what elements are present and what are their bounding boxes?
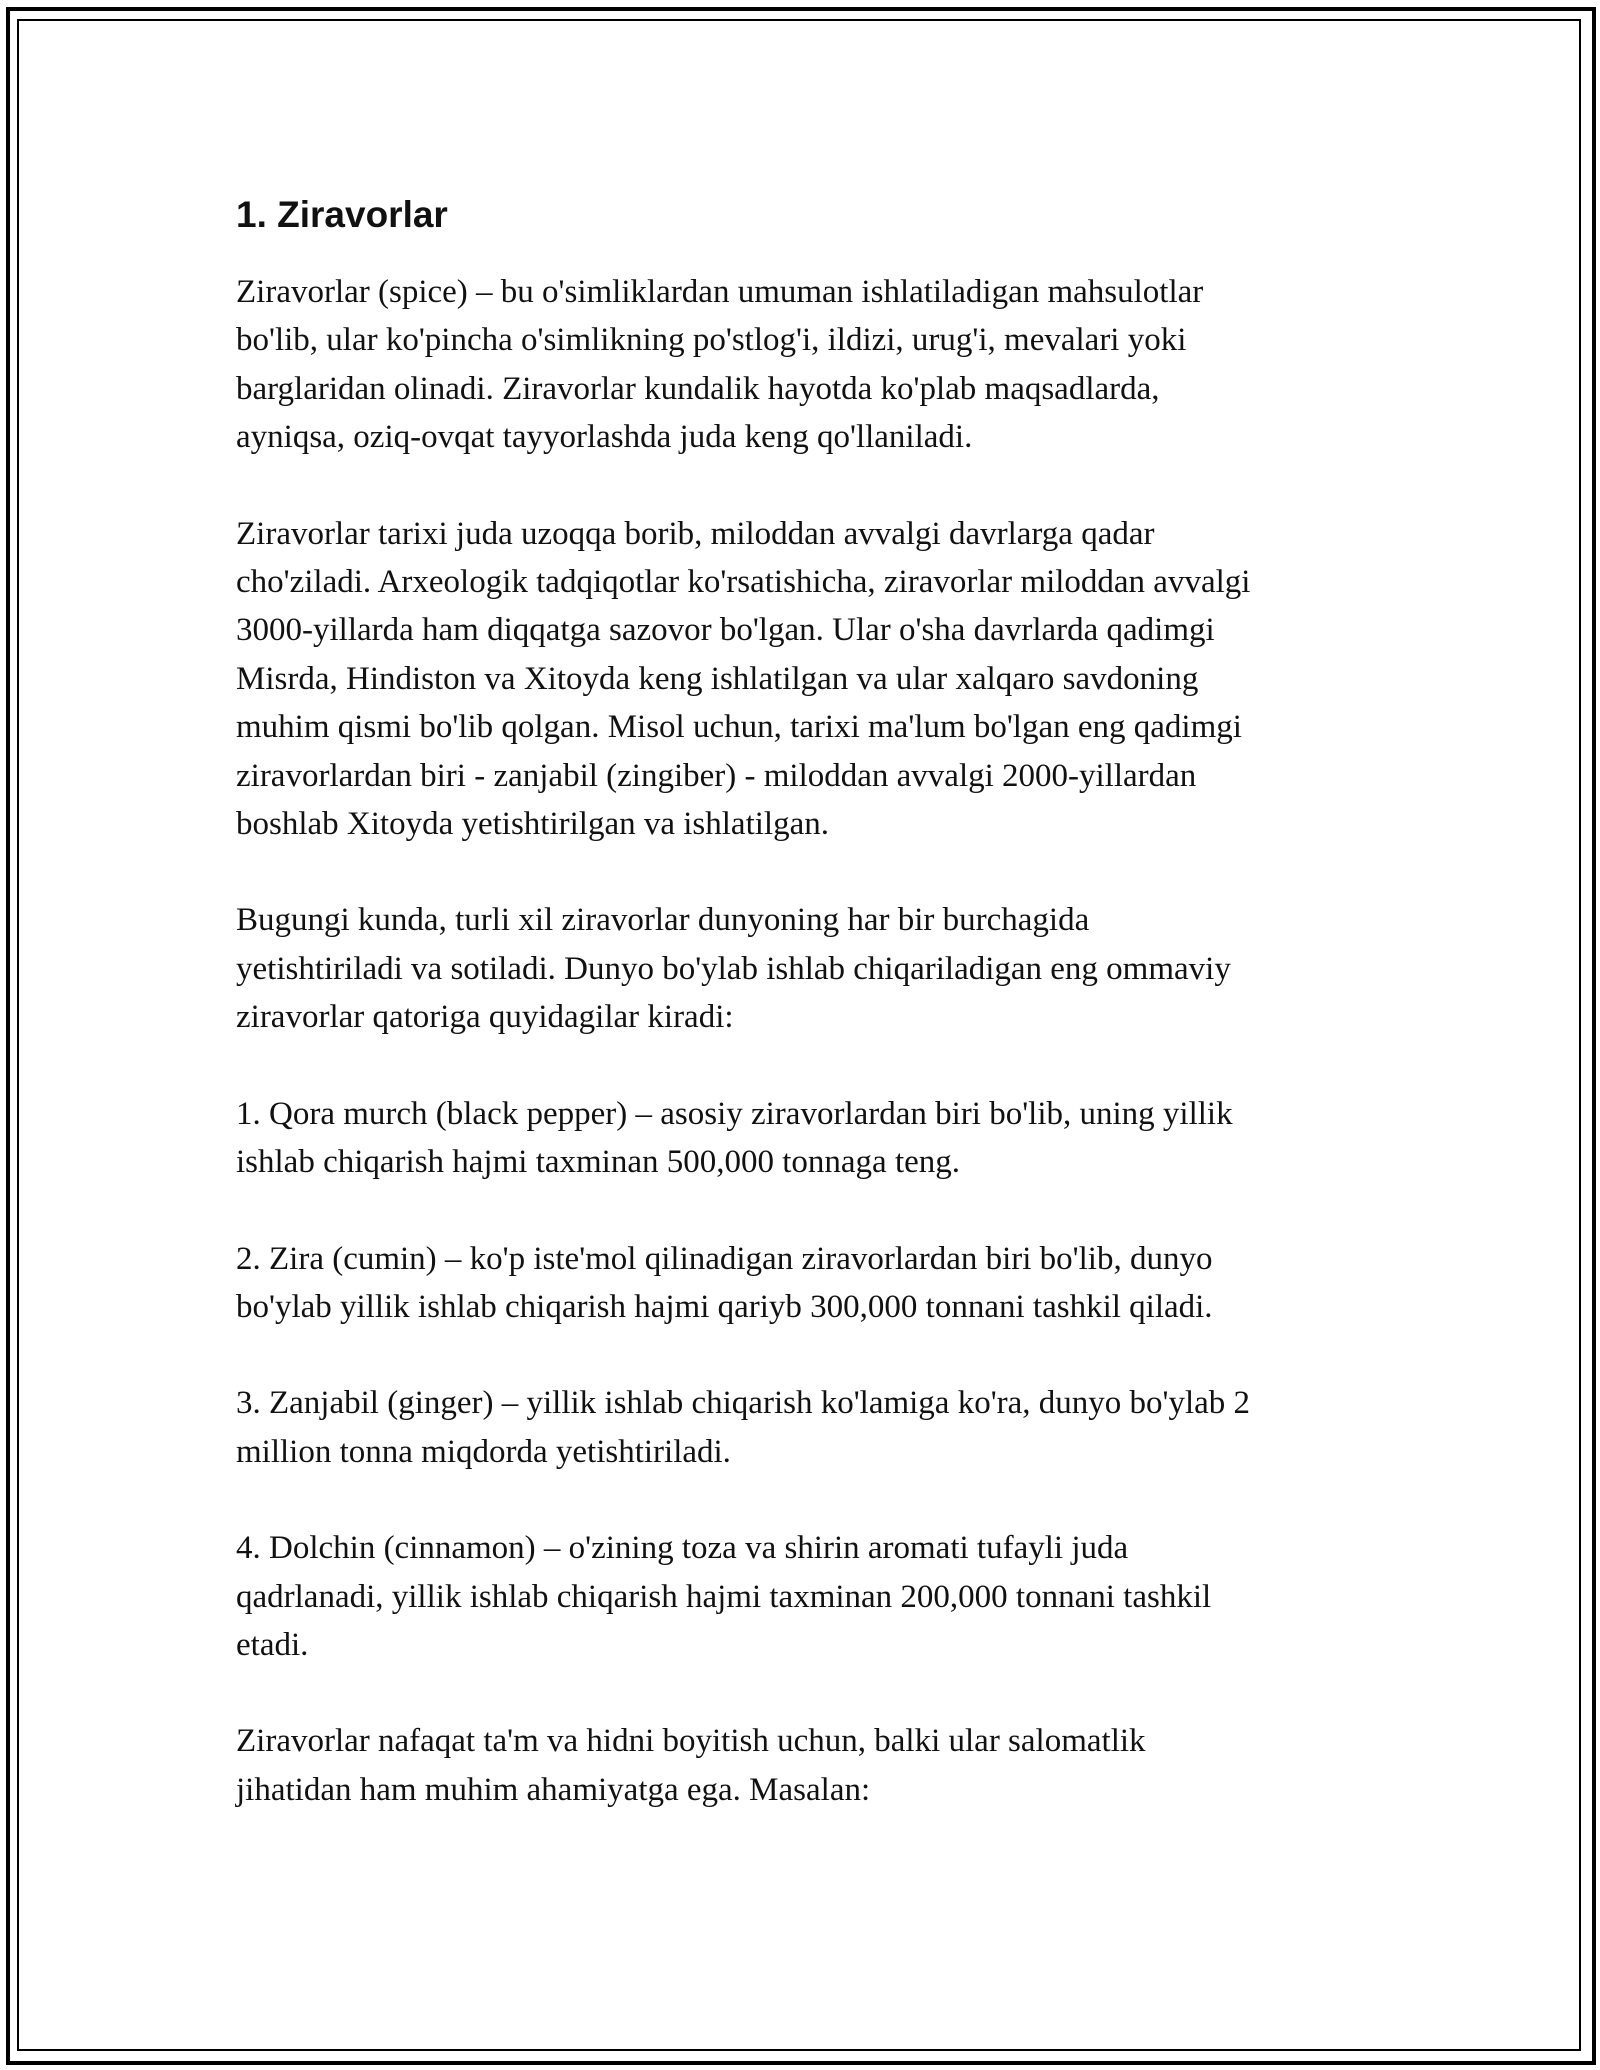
text-line: ziravorlar qatoriga quyidagilar kiradi:: [236, 999, 734, 1036]
document-body: [236, 185, 1386, 1862]
section-title: 1. Ziravorlar: [236, 194, 448, 235]
list-item-cumin: [236, 1235, 1386, 1332]
text-line: 3. Zanjabil (ginger) – yillik ishlab chiqarish ko'lamiga ko'ra, dunyo bo'ylab 2: [236, 1385, 1251, 1422]
text-line: ziravorlardan biri - zanjabil (zingiber) - miloddan avvalgi 2000-yillardan: [236, 757, 1197, 794]
text-line: Ziravorlar (spice) – bu o'simliklardan umuman ishlatiladigan mahsulotlar: [236, 274, 1204, 310]
text-line: ishlab chiqarish hajmi taxminan 500,000 tonnaga teng.: [236, 1144, 961, 1181]
text-line: barglaridan olinadi. Ziravorlar kundalik hayotda ko'plab maqsadlarda,: [236, 370, 1160, 407]
text-line: Ziravorlar nafaqat ta'm va hidni boyitish uchun, balki ular salomatlik: [236, 1723, 1146, 1760]
text-line: 3000-yillarda ham diqqatga sazovor bo'lgan. Ular o'sha davrlarda qadimgi: [236, 612, 1215, 649]
text-line: cho'ziladi. Arxeologik tadqiqotlar ko'rsatishicha, ziravorlar miloddan avvalgi: [236, 564, 1251, 601]
text-line: 2. Zira (cumin) – ko'p iste'mol qilinadigan ziravorlardan biri bo'lib, dunyo: [236, 1240, 1213, 1277]
text-line: Misrda, Hindiston va Xitoyda keng ishlatilgan va ular xalqaro savdoning: [236, 660, 1199, 697]
text-line: million tonna miqdorda yetishtiriladi.: [236, 1433, 731, 1470]
text-line: Ziravorlar tarixi juda uzoqqa borib, miloddan avvalgi davrlarga qadar: [236, 515, 1155, 552]
text-line: bo'lib, ular ko'pincha o'simlikning po'stlog'i, ildizi, urug'i, mevalari yoki: [236, 322, 1187, 359]
text-line: ayniqsa, oziq-ovqat tayyorlashda juda keng qo'llaniladi.: [236, 419, 973, 456]
paragraph-health: [236, 1717, 1386, 1814]
text-line: Bugungi kunda, turli xil ziravorlar dunyoning har bir burchagida: [236, 902, 1090, 939]
text-line: muhim qismi bo'lib qolgan. Misol uchun, tarixi ma'lum bo'lgan eng qadimgi: [236, 709, 1242, 746]
paragraph-today: [236, 896, 1386, 1041]
text-line: yetishtiriladi va sotiladi. Dunyo bo'ylab ishlab chiqariladigan eng ommaviy: [236, 950, 1231, 987]
text-line: etadi.: [236, 1626, 309, 1663]
list-item-cinnamon: [236, 1524, 1386, 1669]
list-item-ginger: [236, 1379, 1386, 1476]
paragraph-history: [236, 510, 1386, 849]
text-line: qadrlanadi, yillik ishlab chiqarish hajmi taxminan 200,000 tonnani tashkil: [236, 1578, 1212, 1615]
text-line: 4. Dolchin (cinnamon) – o'zining toza va shirin aromati tufayli juda: [236, 1530, 1129, 1567]
text-line: bo'ylab yillik ishlab chiqarish hajmi qariyb 300,000 tonnani tashkil qiladi.: [236, 1288, 1213, 1325]
text-line: 1. Qora murch (black pepper) – asosiy ziravorlardan biri bo'lib, uning yillik: [236, 1095, 1233, 1132]
text-line: boshlab Xitoyda yetishtirilgan va ishlatilgan.: [236, 806, 829, 843]
list-item-black-pepper: [236, 1090, 1386, 1187]
text-line: jihatidan ham muhim ahamiyatga ega. Masalan:: [236, 1771, 871, 1808]
paragraph-intro: [236, 268, 1386, 462]
